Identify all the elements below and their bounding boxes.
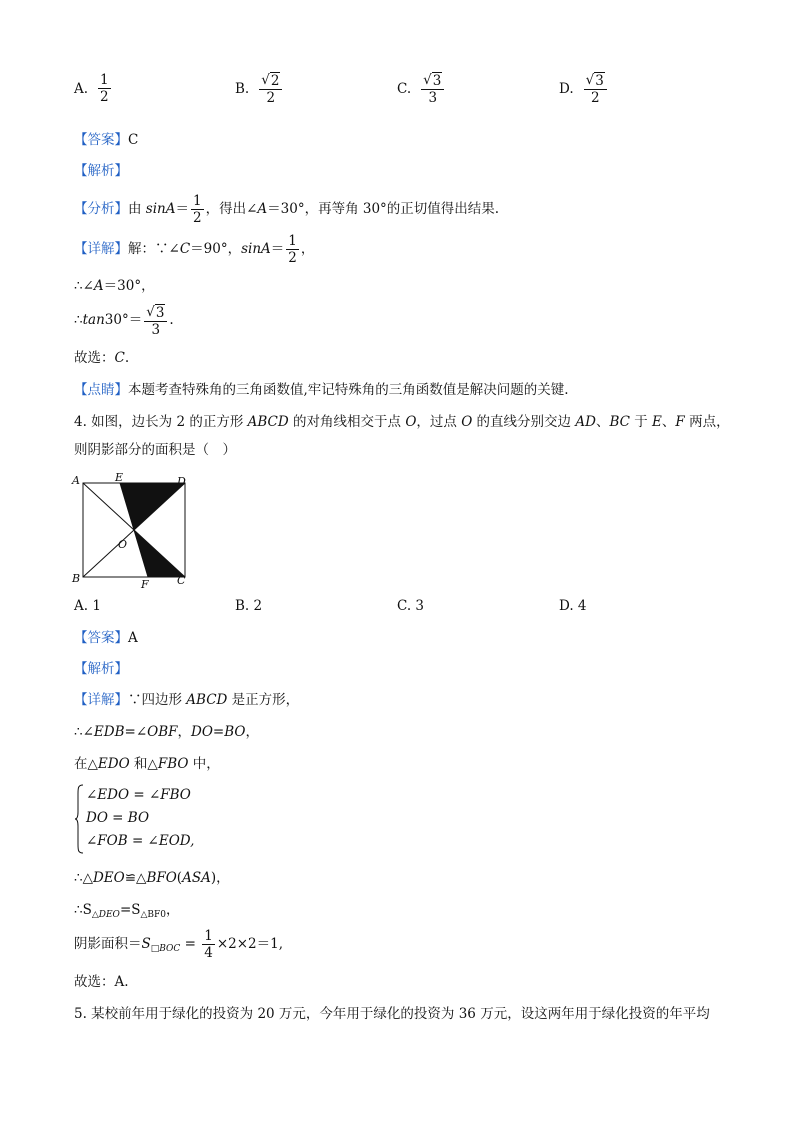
shaded-triangle-top — [120, 483, 185, 530]
fraction: $\frac{1}{2}$ — [288, 233, 297, 266]
fraction: √ 3 3 — [144, 304, 167, 338]
fraction: $\frac{1}{2}$ — [193, 193, 202, 226]
square-figure — [70, 472, 190, 590]
q4-detail-line-5: $\therefore S_{\triangle DEO}=S_{\triangle BF0}$， — [74, 902, 180, 920]
label-a: A — [72, 474, 80, 487]
q4-stem-line-2: 则阴影部分的面积是（ ） — [74, 442, 236, 458]
q3-comment-line: 【点睛】本题考查特殊角的三角函数值,牢记特殊角的三角函数值是解决问题的关键. — [74, 382, 569, 398]
q4-option-b: B. 2 — [235, 598, 263, 614]
q3-tan-line: ∴tan30°＝ √ 3 3 . — [74, 303, 174, 338]
q3-option-a: A. $\frac{1}{2}$ — [74, 72, 109, 105]
q4-option-a: A. 1 — [74, 598, 101, 614]
q5-stem-line: 5. 某校前年用于绿化的投资为 20 万元，今年用于绿化的投资为 36 万元，设这两年用于绿化投资的年平均 — [74, 1006, 710, 1022]
q4-detail-line-3: 在△EDO 和△FBO 中， — [74, 756, 220, 772]
q4-answer-line: 【答案】A — [74, 630, 138, 646]
q4-analysis-tag: 【解析】 — [74, 661, 128, 677]
q3-angle-line: ∴∠A＝30°， — [74, 278, 155, 294]
q3-choose-line: 故选：C. — [74, 350, 130, 366]
fraction: √ 2 2 — [259, 72, 282, 106]
q3-fenxi-line: 【分析】由 sinA＝ $\frac{1}{2}$ ，得出∠A＝30°，再等角 30°的正切值得出结果. — [74, 193, 500, 226]
q4-detail-line-2: ∴∠EDB=∠OBF，DO=BO， — [74, 724, 259, 740]
label-b: B — [72, 572, 81, 585]
q4-option-c: C. 3 — [397, 598, 425, 614]
left-brace — [74, 784, 84, 854]
system-eq-1: ∠EDO = ∠FBO — [86, 787, 191, 803]
q3-option-c: C. √ 3 3 — [397, 72, 446, 106]
q4-detail-line-4: ∴△DEO≌△BFO(ASA)， — [74, 870, 230, 886]
q3-option-b: B. √ 2 2 — [235, 72, 284, 106]
q3-detail-line: 【详解】解：∵∠C＝90°，sinA＝ $\frac{1}{2}$ ， — [74, 233, 315, 266]
label-e: E — [115, 472, 124, 484]
label-d: D — [177, 475, 186, 488]
q3-answer-line: 【答案】C — [74, 132, 139, 148]
q3-option-d: D. √ 3 2 — [559, 72, 609, 106]
fraction: $\frac{1}{2}$ — [100, 72, 109, 105]
q4-choose-line: 故选：A. — [74, 974, 129, 990]
fraction: √ 3 3 — [421, 72, 444, 106]
q4-option-d: D. 4 — [559, 598, 587, 614]
q4-detail-line-1: 【详解】∵四边形 ABCD 是正方形， — [74, 692, 300, 708]
label-o: O — [118, 538, 128, 551]
label-c: C — [177, 574, 186, 587]
q4-stem-line-1: 4. 如图，边长为 2 的正方形 ABCD 的对角线相交于点 O，过点 O 的直线分别交边 AD、BC 于 E、F 两点， — [74, 414, 730, 430]
system-eq-2: DO = BO — [86, 810, 150, 826]
q4-detail-line-6: 阴影面积$=S_{□BOC}$ = $\frac{1}{4}$ ×2×2＝1, — [74, 928, 283, 961]
q3-analysis-tag: 【解析】 — [74, 163, 128, 179]
fraction: √ 3 2 — [584, 72, 607, 106]
system-eq-3: ∠FOB = ∠EOD, — [86, 833, 195, 849]
equation-system — [74, 784, 194, 854]
fraction: $\frac{1}{4}$ — [204, 928, 213, 961]
label-f: F — [141, 578, 149, 590]
